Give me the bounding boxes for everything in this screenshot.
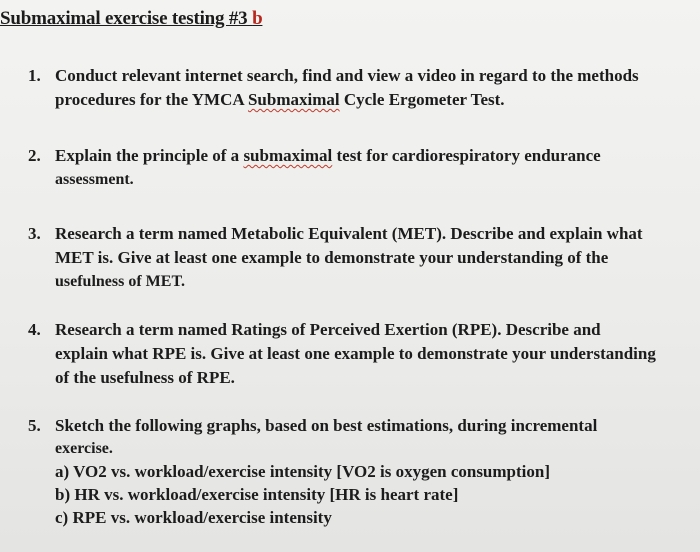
text-run: exercise. <box>55 440 113 457</box>
question-number: 3. <box>28 224 41 243</box>
text-line <box>55 64 700 88</box>
text-run: MET is. Give at least one example to demonstrate your understanding of the <box>55 248 609 267</box>
sub-item-a <box>55 460 700 483</box>
sub-item-b <box>55 483 700 506</box>
text-line <box>55 270 700 294</box>
question-number: 4. <box>28 320 41 339</box>
sub-item-c <box>55 506 700 529</box>
text-line <box>55 437 700 460</box>
page-title <box>0 8 262 30</box>
text-run: procedures for the YMCA <box>55 90 248 109</box>
text-run: a) VO2 vs. workload/exercise intensity [VO2 is oxygen consumption] <box>55 462 551 481</box>
text-run: assessment. <box>55 171 134 188</box>
text-run: test for cardiorespiratory endurance <box>332 146 601 165</box>
question-text <box>55 414 700 529</box>
text-line <box>55 222 700 246</box>
text-run: Cycle Ergometer Test. <box>339 90 505 109</box>
text-line <box>55 246 700 270</box>
question-text <box>55 64 700 112</box>
question-text <box>55 318 700 390</box>
text-run: Explain the principle of a <box>55 146 244 165</box>
text-run: Sketch the following graphs, based on best estimations, during incremental <box>55 416 598 435</box>
text-line <box>55 342 700 366</box>
text-line <box>55 88 700 112</box>
text-run: explain what RPE is. Give at least one example to demonstrate your understanding <box>55 344 656 363</box>
text-run: of the usefulness of RPE. <box>55 368 235 387</box>
text-line <box>55 366 700 390</box>
text-line <box>55 144 700 168</box>
text-line <box>55 414 700 437</box>
text-run: Research a term named Metabolic Equivalent (MET). Describe and explain what <box>55 224 643 243</box>
title-suffix: b <box>252 8 263 29</box>
text-run: b) HR vs. workload/exercise intensity [HR is heart rate] <box>55 485 459 504</box>
question-text <box>55 222 700 294</box>
title-main: Submaximal exercise testing #3 <box>0 8 248 29</box>
question-text <box>55 144 700 192</box>
text-run: Conduct relevant internet search, find and view a video in regard to the methods <box>55 66 639 85</box>
question-number: 5. <box>28 416 41 435</box>
spellcheck-word[interactable]: Submaximal <box>247 90 340 109</box>
text-run: c) RPE vs. workload/exercise intensity <box>55 508 332 527</box>
question-number: 2. <box>28 146 41 165</box>
text-run: Research a term named Ratings of Perceived Exertion (RPE). Describe and <box>55 320 601 339</box>
text-run: usefulness of MET. <box>55 273 185 290</box>
question-number: 1. <box>28 66 41 85</box>
text-line <box>55 168 700 192</box>
text-line <box>55 318 700 342</box>
spellcheck-word[interactable]: submaximal <box>243 146 333 165</box>
